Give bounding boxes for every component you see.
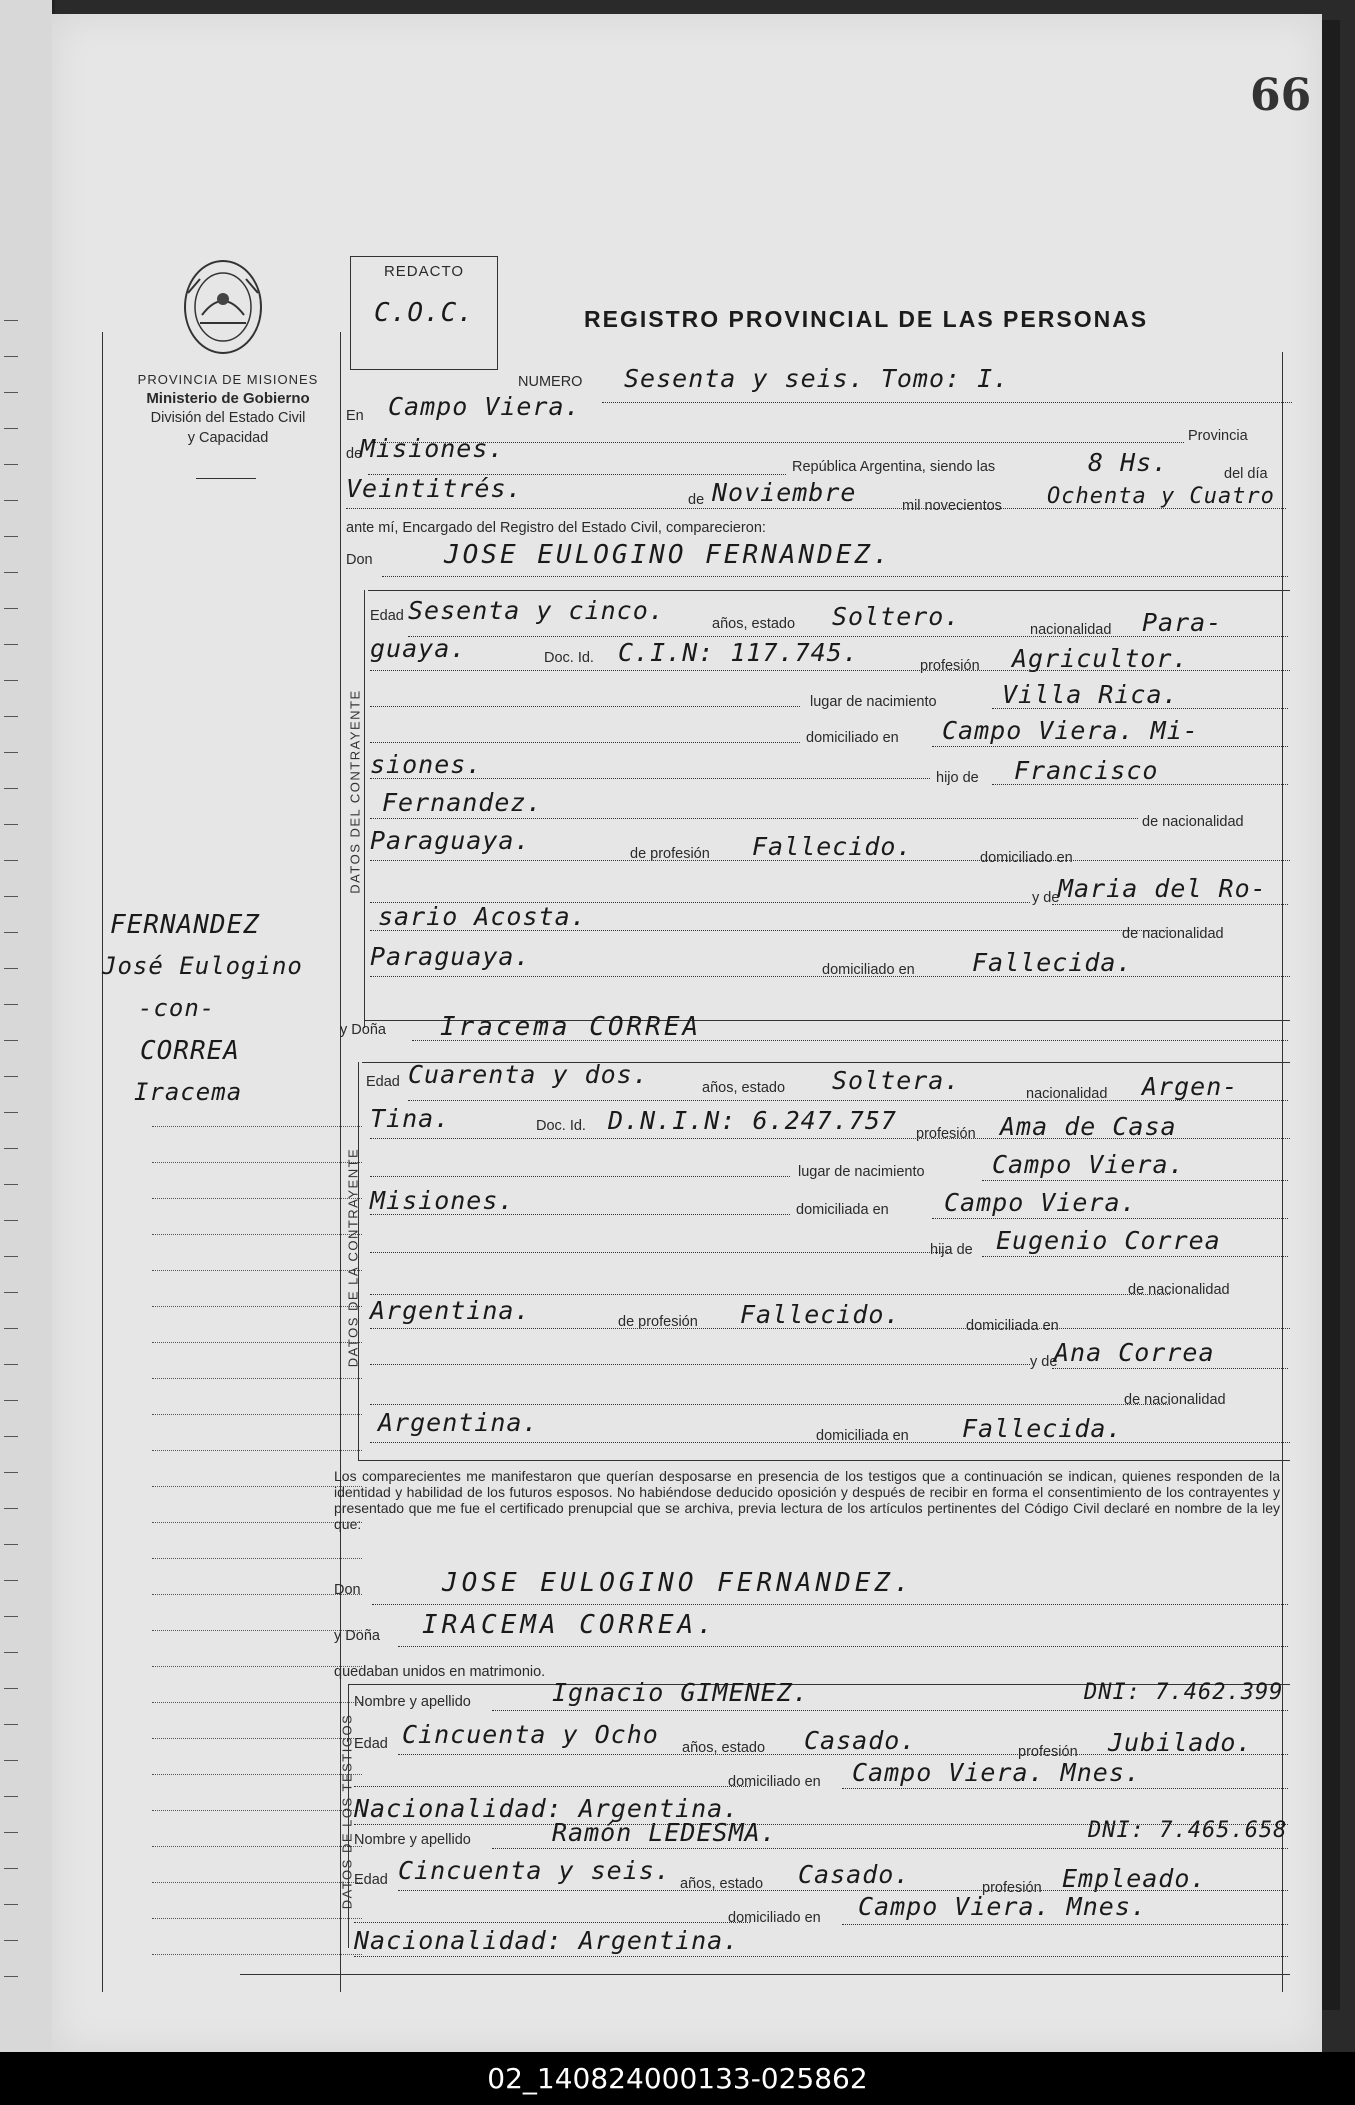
stamp-value: C.O.C. xyxy=(374,298,474,328)
edge-tick xyxy=(4,644,18,645)
ledger-line xyxy=(152,1738,362,1739)
groom-padre-prof: Fallecido. xyxy=(752,832,913,861)
document-title: REGISTRO PROVINCIAL DE LAS PERSONAS xyxy=(584,306,1149,332)
groom-lugar-label: lugar de nacimiento xyxy=(810,694,937,710)
witness-section-label: DATOS DE LOS TESTIGOS xyxy=(339,1713,355,1910)
groom-padre-dom-label: domiciliado en xyxy=(980,850,1073,866)
edge-tick xyxy=(4,536,18,537)
provincia-label: Provincia xyxy=(1188,428,1248,444)
margin-surname-2: CORREA xyxy=(140,1036,240,1066)
groom-edad: Sesenta y cinco. xyxy=(408,596,665,625)
groom-estado: Soltero. xyxy=(832,602,961,631)
groom-dom-2: siones. xyxy=(370,750,483,779)
w2-estado-label: años, estado xyxy=(680,1876,764,1892)
ministry-label: Ministerio de Gobierno xyxy=(146,390,310,407)
dia-value: Veintitrés. xyxy=(346,474,523,503)
bride-estado-label: años, estado xyxy=(702,1080,786,1096)
edge-tick xyxy=(4,932,18,933)
groom-padre-prof-label: de profesión xyxy=(630,846,710,862)
bride-y-de-label: y de xyxy=(1030,1354,1058,1370)
edge-tick xyxy=(4,392,18,393)
redacto-stamp xyxy=(350,256,498,370)
mil-label: mil novecientos xyxy=(902,498,1002,514)
edge-tick xyxy=(4,1472,18,1473)
groom-lugar: Villa Rica. xyxy=(1002,680,1179,709)
groom-madre-2: sario Acosta. xyxy=(378,902,587,931)
bride-section-label: DATOS DE LA CONTRAYENTE xyxy=(345,1147,361,1368)
w1-dom: Campo Viera. Mnes. xyxy=(852,1758,1141,1787)
edge-tick xyxy=(4,1040,18,1041)
edge-tick xyxy=(4,1544,18,1545)
hora-value: 8 Hs. xyxy=(1088,448,1169,477)
declaration-paragraph: Los comparecientes me manifestaron que querían desposarse en presencia de los testigos que a continuación se indican, quienes responden de la identidad y habilidad de los futuros esposos. No habiéndose deducido oposición y después de recibir en forma el consentimiento de los contrayentes y presentado que me fue el certificado prenupcial que se archiva, previa lectura de los artículos pertinentes del Código Civil declaré en nombre de la ley que: xyxy=(334,1468,1280,1532)
don-value: JOSE EULOGINO FERNANDEZ. xyxy=(444,540,892,570)
groom-dom-label: domiciliado en xyxy=(806,730,899,746)
stamp-title: REDACTO xyxy=(383,263,465,280)
don-label: Don xyxy=(346,552,373,568)
ledger-line xyxy=(152,1270,362,1271)
w2-nacionalidad: Nacionalidad: Argentina. xyxy=(354,1926,740,1955)
ledger-line xyxy=(152,1342,362,1343)
bride-lugar: Campo Viera. xyxy=(992,1150,1185,1179)
groom-hijo-label: hijo de xyxy=(936,770,979,786)
edge-tick xyxy=(4,860,18,861)
ledger-line xyxy=(152,1450,362,1451)
edge-tick xyxy=(4,1724,18,1725)
edge-tick xyxy=(4,608,18,609)
image-caption: 02_140824000133-025862 xyxy=(0,2052,1355,2105)
bride-madre-nac-label: de nacionalidad xyxy=(1124,1392,1226,1408)
w1-edad: Cincuenta y Ocho xyxy=(402,1720,659,1749)
edge-tick xyxy=(4,1832,18,1833)
groom-y-de-label: y de xyxy=(1032,890,1060,906)
ledger-line xyxy=(152,1810,362,1811)
w1-nombre: Ignacio GIMENEZ. xyxy=(552,1678,809,1707)
de2-label: de xyxy=(688,492,705,508)
de-label: de xyxy=(346,446,363,462)
bride-padre-nac-label: de nacionalidad xyxy=(1128,1282,1230,1298)
en-value: Campo Viera. xyxy=(388,392,581,421)
groom-madre-dom-label: domiciliado en xyxy=(822,962,915,978)
edge-tick xyxy=(4,1652,18,1653)
bride-padre-dom-label: domiciliada en xyxy=(966,1318,1059,1334)
w2-edad: Cincuenta y seis. xyxy=(398,1856,671,1885)
w2-dom-label: domiciliado en xyxy=(728,1910,821,1926)
edge-tick xyxy=(4,1328,18,1329)
bride-madre-dom-label: domiciliada en xyxy=(816,1428,909,1444)
edge-tick xyxy=(4,1004,18,1005)
groom-edad-label: Edad xyxy=(370,608,404,624)
edge-tick xyxy=(4,1436,18,1437)
bride-dom-label: domiciliada en xyxy=(796,1202,889,1218)
bride-name: Iracema CORREA xyxy=(440,1012,702,1042)
margin-surname: FERNANDEZ xyxy=(110,910,260,940)
edge-tick xyxy=(4,320,18,321)
bride-edad-label: Edad xyxy=(366,1074,400,1090)
ledger-line xyxy=(152,1306,362,1307)
edge-tick xyxy=(4,896,18,897)
numero-label: NUMERO xyxy=(518,374,583,390)
edge-tick xyxy=(4,500,18,501)
edge-tick xyxy=(4,464,18,465)
bride-dom: Campo Viera. xyxy=(944,1188,1137,1217)
ledger-line xyxy=(152,1846,362,1847)
w2-dom: Campo Viera. Mnes. xyxy=(858,1892,1147,1921)
groom-nac-2: guaya. xyxy=(370,634,467,663)
capacity-label: y Capacidad xyxy=(187,430,269,446)
edge-tick xyxy=(4,1364,18,1365)
groom-madre-nac: Paraguaya. xyxy=(370,942,531,971)
groom-section-label: DATOS DEL CONTRAYENTE xyxy=(347,689,363,894)
ledger-line xyxy=(152,1198,362,1199)
w1-estado: Casado. xyxy=(804,1726,917,1755)
w2-edad-label: Edad xyxy=(354,1872,388,1888)
page-number: 66 xyxy=(1250,70,1312,121)
groom-prof-label: profesión xyxy=(920,658,980,674)
bride-prof: Ama de Casa xyxy=(1000,1112,1177,1141)
book-left-edge xyxy=(0,0,55,2052)
groom-doc-label: Doc. Id. xyxy=(544,650,594,666)
groom-estado-label: años, estado xyxy=(712,616,796,632)
margin-con: -con- xyxy=(138,994,216,1022)
edge-tick xyxy=(4,1256,18,1257)
groom-madre-1: Maria del Ro- xyxy=(1058,874,1267,903)
w2-dni: DNI: 7.465.658 xyxy=(1088,1818,1288,1843)
numero-value: Sesenta y seis. Tomo: I. xyxy=(624,364,1010,393)
edge-tick xyxy=(4,680,18,681)
edge-tick xyxy=(4,1904,18,1905)
edge-tick xyxy=(4,1688,18,1689)
bride-madre-dom: Fallecida. xyxy=(962,1414,1123,1443)
edge-tick xyxy=(4,1076,18,1077)
edge-tick xyxy=(4,1580,18,1581)
del-dia-label: del día xyxy=(1224,466,1268,482)
republica-label: República Argentina, siendo las xyxy=(792,459,996,475)
edge-tick xyxy=(4,788,18,789)
ledger-line xyxy=(152,1126,362,1127)
edge-tick xyxy=(4,1220,18,1221)
edge-tick xyxy=(4,824,18,825)
ledger-line xyxy=(152,1882,362,1883)
edge-tick xyxy=(4,1796,18,1797)
decl-don-label: Don xyxy=(334,1582,361,1598)
decl-don: JOSE EULOGINO FERNANDEZ. xyxy=(442,1568,914,1598)
bride-prof-label: profesión xyxy=(916,1126,976,1142)
groom-madre-nac-label: de nacionalidad xyxy=(1122,926,1224,942)
w2-estado: Casado. xyxy=(798,1860,911,1889)
bride-lugar-2: Misiones. xyxy=(370,1186,515,1215)
edge-tick xyxy=(4,1184,18,1185)
ledger-line xyxy=(152,1558,362,1559)
ledger-line xyxy=(152,1954,362,1955)
ledger-line xyxy=(152,1594,362,1595)
groom-padre-2: Fernandez. xyxy=(382,788,543,817)
edge-tick xyxy=(4,752,18,753)
bride-padre: Eugenio Correa xyxy=(996,1226,1221,1255)
ledger-line xyxy=(152,1162,362,1163)
ledger-line xyxy=(152,1702,362,1703)
bride-madre-nac: Argentina. xyxy=(378,1408,539,1437)
w1-dom-label: domiciliado en xyxy=(728,1774,821,1790)
en-label: En xyxy=(346,408,364,424)
margin-name: José Eulogino xyxy=(102,952,303,980)
anio-value: Ochenta y Cuatro xyxy=(1047,484,1275,509)
bride-nac-2: Tina. xyxy=(370,1104,451,1133)
groom-nac-label: nacionalidad xyxy=(1030,622,1112,638)
w2-nombre-label: Nombre y apellido xyxy=(354,1832,471,1848)
provincial-seal-icon xyxy=(180,257,266,357)
ante-label: ante mí, Encargado del Registro del Estado Civil, comparecieron: xyxy=(346,520,766,536)
groom-doc: C.I.N: 117.745. xyxy=(618,638,859,667)
edge-tick xyxy=(4,1508,18,1509)
edge-tick xyxy=(4,716,18,717)
de-value: Misiones. xyxy=(360,434,505,463)
w1-prof-label: profesión xyxy=(1018,1744,1078,1760)
bride-doc-label: Doc. Id. xyxy=(536,1118,586,1134)
groom-dom-1: Campo Viera. Mi- xyxy=(942,716,1199,745)
ledger-line xyxy=(152,1378,362,1379)
edge-tick xyxy=(4,1292,18,1293)
edge-tick xyxy=(4,1400,18,1401)
groom-padre-1: Francisco xyxy=(1014,756,1159,785)
edge-tick xyxy=(4,968,18,969)
bride-nac-1: Argen- xyxy=(1142,1072,1239,1101)
bride-lugar-label: lugar de nacimiento xyxy=(798,1164,925,1180)
bride-madre: Ana Correa xyxy=(1054,1338,1215,1367)
edge-tick xyxy=(4,1112,18,1113)
groom-nac-1: Para- xyxy=(1142,608,1223,637)
bride-doc: D.N.I.N: 6.247.757 xyxy=(608,1106,897,1135)
edge-tick xyxy=(4,1868,18,1869)
ledger-line xyxy=(152,1486,362,1487)
edge-tick xyxy=(4,1940,18,1941)
w2-prof: Empleado. xyxy=(1062,1864,1207,1893)
bride-hija-label: hija de xyxy=(930,1242,973,1258)
w1-estado-label: años, estado xyxy=(682,1740,766,1756)
ledger-line xyxy=(152,1774,362,1775)
w2-nombre: Ramón LEDESMA. xyxy=(552,1818,777,1847)
edge-tick xyxy=(4,428,18,429)
w2-prof-label: profesión xyxy=(982,1880,1042,1896)
groom-padre-nac: Paraguaya. xyxy=(370,826,531,855)
edge-tick xyxy=(4,1760,18,1761)
bride-padre-nac: Argentina. xyxy=(370,1296,531,1325)
w1-nacionalidad: Nacionalidad: Argentina. xyxy=(354,1794,740,1823)
w1-edad-label: Edad xyxy=(354,1736,388,1752)
division-label: División del Estado Civil xyxy=(150,410,306,426)
dona-label: y Doña xyxy=(340,1022,386,1038)
ledger-line xyxy=(152,1414,362,1415)
bride-nac-label: nacionalidad xyxy=(1026,1086,1108,1102)
groom-padre-nac-label: de nacionalidad xyxy=(1142,814,1244,830)
decl-dona: IRACEMA CORREA. xyxy=(422,1610,717,1640)
ledger-line xyxy=(152,1234,362,1235)
province-label: PROVINCIA DE MISIONES xyxy=(137,372,319,387)
w1-dni: DNI: 7.462.399 xyxy=(1084,1680,1284,1705)
decl-dona-label: y Doña xyxy=(334,1628,380,1644)
ledger-line xyxy=(152,1666,362,1667)
bride-padre-prof: Fallecido. xyxy=(740,1300,901,1329)
groom-madre-dom: Fallecida. xyxy=(972,948,1133,977)
bride-padre-prof-label: de profesión xyxy=(618,1314,698,1330)
bride-estado: Soltera. xyxy=(832,1066,961,1095)
margin-name-2: Iracema xyxy=(134,1078,243,1106)
ledger-line xyxy=(152,1630,362,1631)
quedaban-label: quedaban unidos en matrimonio. xyxy=(334,1664,546,1680)
bride-edad: Cuarenta y dos. xyxy=(408,1060,649,1089)
mes-value: Noviembre xyxy=(712,478,857,507)
ledger-line xyxy=(152,1522,362,1523)
w1-nombre-label: Nombre y apellido xyxy=(354,1694,471,1710)
edge-tick xyxy=(4,572,18,573)
document-page xyxy=(52,14,1322,2052)
ledger-line xyxy=(152,1918,362,1919)
edge-tick xyxy=(4,356,18,357)
edge-tick xyxy=(4,1976,18,1977)
edge-tick xyxy=(4,1616,18,1617)
w1-prof: Jubilado. xyxy=(1108,1728,1253,1757)
groom-prof: Agricultor. xyxy=(1012,644,1189,673)
edge-tick xyxy=(4,1148,18,1149)
